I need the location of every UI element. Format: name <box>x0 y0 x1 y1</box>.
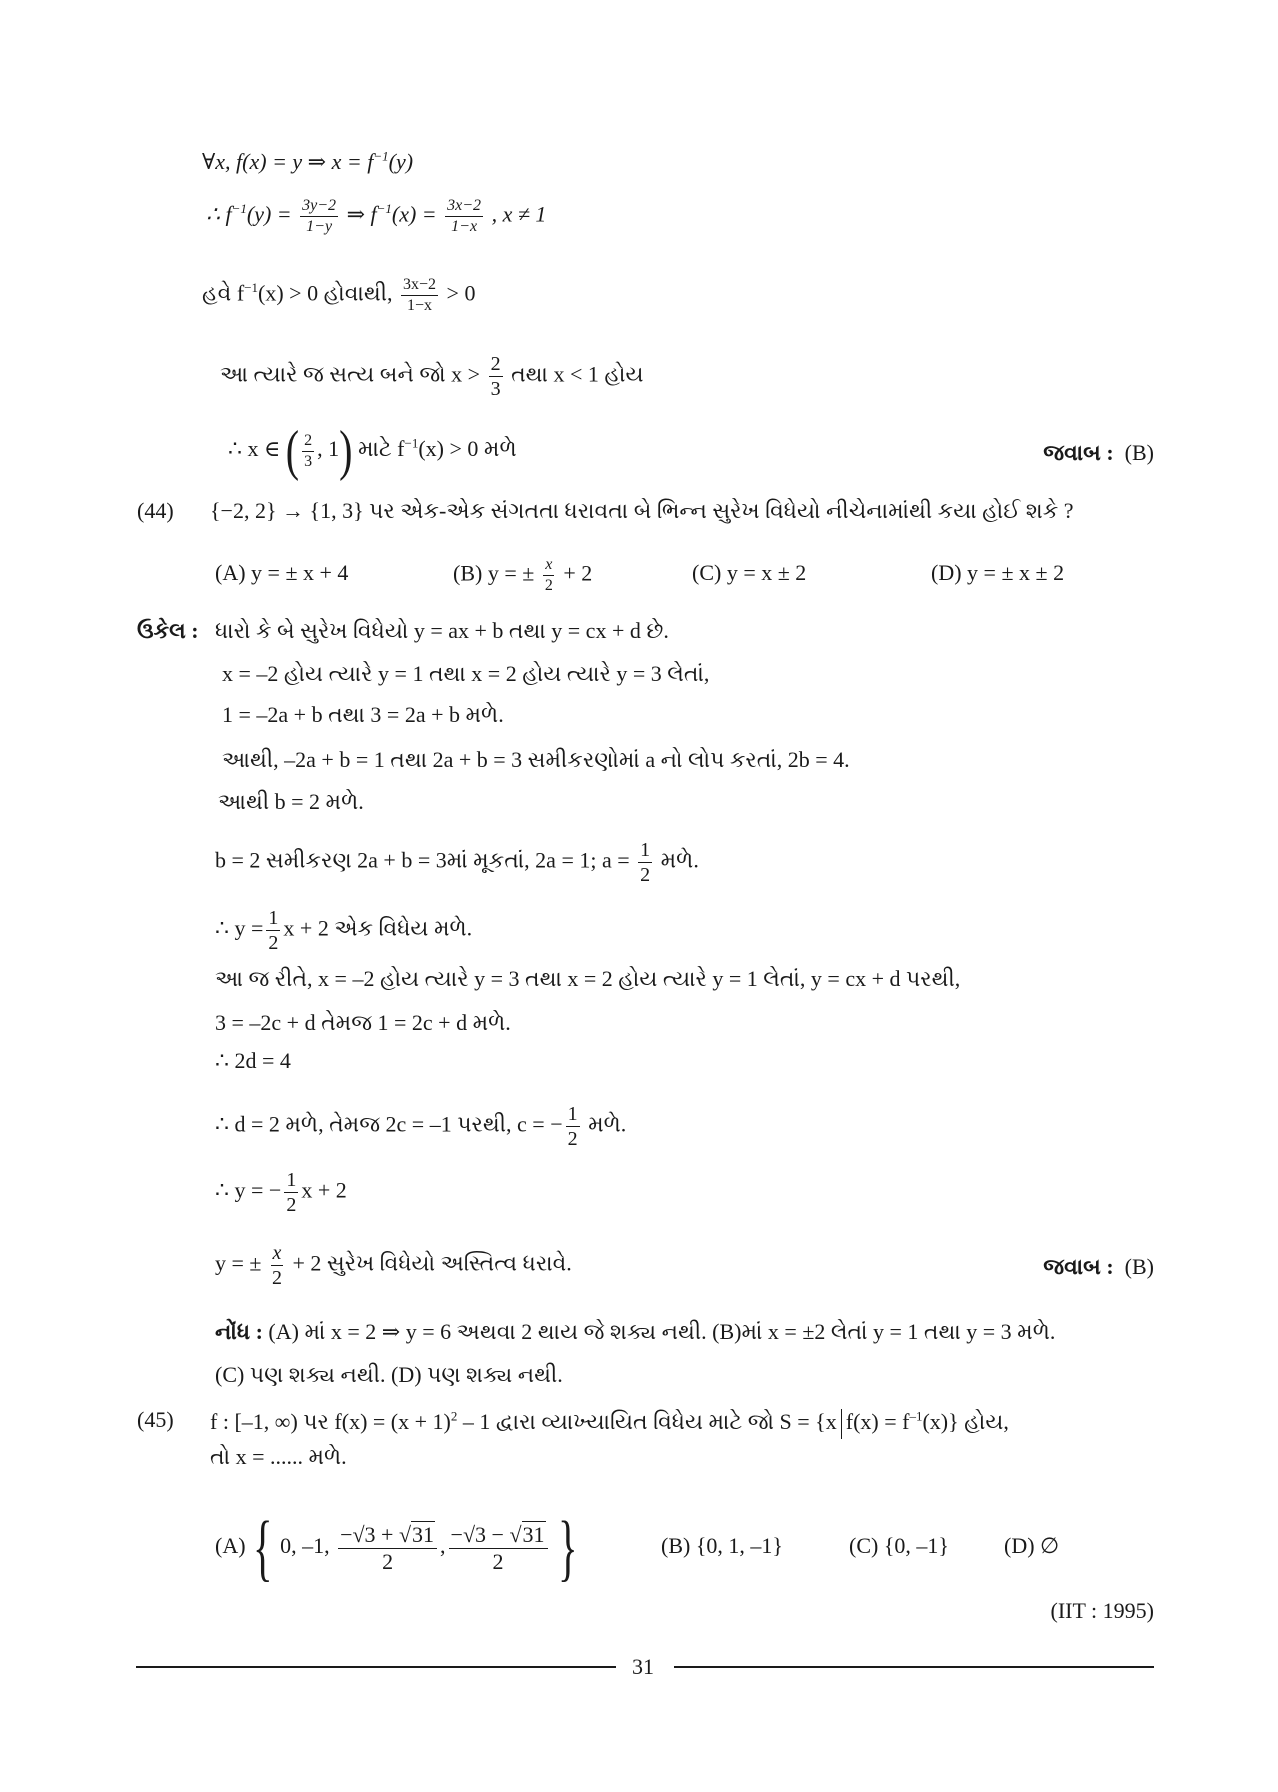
q45-source: (IIT : 1995) <box>1050 1598 1154 1623</box>
fraction: $\frac{3y-2}{1-y}$ <box>302 197 337 235</box>
fraction: $\frac{-√3 + √31}{2}$ <box>338 1524 437 1573</box>
q45-option-b: (B) {0, 1, –1} <box>661 1533 783 1558</box>
fraction: $\frac{3x-2}{1-x}$ <box>447 197 482 235</box>
set-builder-bar <box>841 1409 842 1439</box>
sol44-line-13: y = ± $\frac{x}{2}$ + 2 સુરેખ વિધેયો અસ્તિત્વ ધરાવે. <box>215 1242 572 1289</box>
sol43-answer: જવાબ : (B) <box>1043 440 1154 465</box>
fraction: $\frac{1}{2}$ <box>567 1103 578 1150</box>
fraction: $\frac{1}{2}$ <box>286 1169 297 1216</box>
fraction: $\frac{1}{2}$ <box>640 839 651 886</box>
sol44-line-5: આથી b = 2 મળે. <box>218 789 364 814</box>
sol44-line-8: આ જ રીતે, x = –2 હોય ત્યારે y = 3 તથા x = 2 હોય ત્યારે y = 1 લેતાં, y = cx + d પરથી, <box>215 966 961 991</box>
sol44-line-2: x = –2 હોય ત્યારે y = 1 તથા x = 2 હોય ત્યારે y = 3 લેતાં, <box>222 661 710 686</box>
footer-rule-right <box>674 1666 1154 1668</box>
fraction: $\frac{x}{2}$ <box>544 556 553 594</box>
sol44-line-4: આથી, –2a + b = 1 તથા 2a + b = 3 સમીકરણોમાં a નો લોપ કરતાં, 2b = 4. <box>222 747 850 772</box>
sol44-line-6: b = 2 સમીકરણ 2a + b = 3માં મૂકતાં, 2a = 1; a = $\frac{1}{2}$ મળે. <box>215 839 699 886</box>
sol44-line-7: ∴ y = $\frac{1}{2}$ x + 2 એક વિધેય મળે. <box>215 907 473 954</box>
fraction: $\frac{x}{2}$ <box>271 1242 282 1289</box>
q44-text: {−2, 2} → {1, 3} પર એક-એક સંગતતા ધરાવતા બે ભિન્ન સુરેખ વિધેયો નીચેનામાંથી કયા હોઈ શકે ? <box>210 498 1074 523</box>
sol43-line-5: ∴ x ∈ ( $\frac{2}{3}$ , 1) માટે $f^{-1}(x) > 0$ મળે <box>228 418 517 482</box>
sol44-answer: જવાબ : (B) <box>1043 1254 1154 1279</box>
q45-number: (45) <box>137 1407 174 1432</box>
fraction: $\frac{2}{3}$ <box>304 431 313 470</box>
sol44-line-1: ધારો કે બે સુરેખ વિધેયો y = ax + b તથા y = cx + d છે. <box>215 618 669 643</box>
fraction: $\frac{1}{2}$ <box>268 907 279 954</box>
q44-number: (44) <box>137 498 174 523</box>
q44-option-b: (B) y = ± $\frac{x}{2}$ + 2 <box>453 556 593 594</box>
left-paren: ( <box>285 418 300 482</box>
q44-option-a: (A) y = ± x + 4 <box>215 560 349 585</box>
left-brace: { <box>253 1507 273 1589</box>
sol43-line-3: હવે $f^{-1}(x) > 0$ હોવાથી, $\frac{3x-2}{1-x}$ > 0 <box>202 276 476 314</box>
right-paren: ) <box>339 418 353 482</box>
sol44-line-9: 3 = –2c + d તેમજ 1 = 2c + d મળે. <box>215 1010 511 1035</box>
sol43-line-1: ∀x, f(x) = y ⇒ $x = f^{-1}(y)$ <box>202 148 414 174</box>
sol44-line-3: 1 = –2a + b તથા 3 = 2a + b મળે. <box>222 702 504 727</box>
page-number: 31 <box>632 1654 654 1679</box>
fraction: $\frac{-√3 - √31}{2}$ <box>449 1524 548 1573</box>
q45-line-1: f : [–1, ∞) પર $f(x) = (x + 1)^2 - 1$ દ્વારા વ્યાખ્યાયિત વિધેય માટે જો S = {x $f(x) = f^{-1}(x)$} હોય, <box>210 1409 1009 1439</box>
sol44-label: ઉકેલ : <box>137 618 199 643</box>
fraction: $\frac{3x-2}{1-x}$ <box>403 276 437 314</box>
footer-rule-left <box>136 1666 616 1668</box>
right-brace: } <box>558 1507 578 1589</box>
q45-option-d: (D) ∅ <box>1004 1533 1060 1558</box>
sol44-line-12: ∴ y = − $\frac{1}{2}$ x + 2 <box>215 1169 347 1216</box>
q44-option-c: (C) y = x ± 2 <box>692 560 807 585</box>
sol44-line-11: ∴ d = 2 મળે, તેમજ 2c = –1 પરથી, c = − $\frac{1}{2}$ મળે. <box>215 1103 627 1150</box>
sol44-note-2: (C) પણ શક્ય નથી. (D) પણ શક્ય નથી. <box>215 1362 563 1387</box>
sol44-line-10: ∴ 2d = 4 <box>215 1048 291 1073</box>
q45-line-2: તો x = ...... મળે. <box>210 1444 347 1469</box>
q45-option-c: (C) {0, –1} <box>849 1533 949 1558</box>
sol44-note-1: નોંધ : (A) માં x = 2 ⇒ y = 6 અથવા 2 થાય જે શક્ય નથી. (B)માં x = ±2 લેતાં y = 1 તથા y = 3 મળે. <box>215 1319 1056 1344</box>
sol43-line-4: આ ત્યારે જ સત્ય બને જો x > $\frac{2}{3}$ તથા x < 1 હોય <box>220 353 644 400</box>
q44-option-d: (D) y = ± x ± 2 <box>931 560 1065 585</box>
fraction: $\frac{2}{3}$ <box>490 353 501 400</box>
sol43-line-2: ∴ $f^{-1}(y)$ = $\frac{3y-2}{1-y}$ ⇒ $f^{-1}(x)$ = $\frac{3x-2}{1-x}$ , x ≠ 1 <box>206 197 547 235</box>
q45-option-a: (A) { 0, –1, $\frac{-√3 + √31}{2}$ , $\frac{-√3 - √31}{2}$ } <box>215 1507 578 1589</box>
